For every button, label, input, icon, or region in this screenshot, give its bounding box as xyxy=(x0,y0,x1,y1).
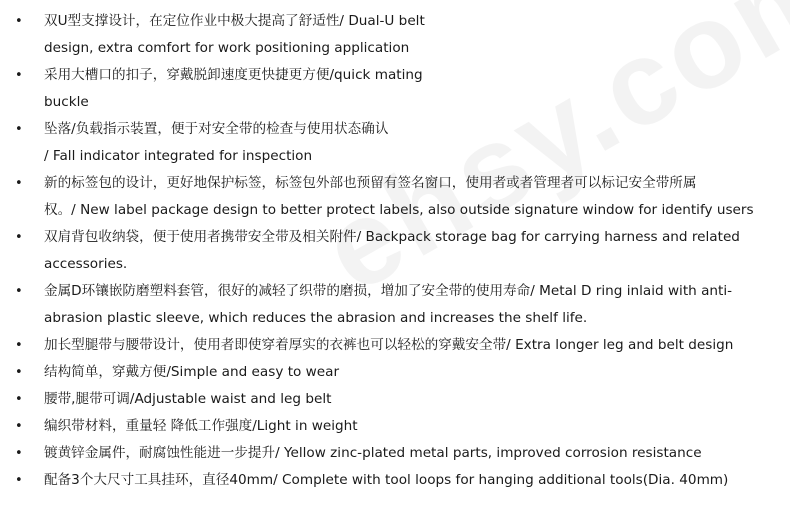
feature-text-line: / Fall indicator integrated for inspection xyxy=(44,148,313,164)
feature-text-line: 采用大槽口的扣子，穿戴脱卸速度更快捷更方便/quick mating xyxy=(44,67,423,83)
feature-text-line: 配备3个大尺寸工具挂环，直径40mm/ Complete with tool loops for hanging additional tools(Dia. 40mm) xyxy=(44,472,729,488)
feature-item xyxy=(0,413,790,440)
bullet-icon: • xyxy=(15,365,23,380)
feature-text-line: 腰带,腿带可调/Adjustable waist and leg belt xyxy=(44,391,332,407)
feature-text-line: accessories. xyxy=(44,256,128,272)
feature-text-line: 坠落/负载指示装置，便于对安全带的检查与使用状态确认 xyxy=(44,121,389,137)
feature-item xyxy=(0,116,790,170)
feature-item xyxy=(0,8,790,62)
bullet-icon: • xyxy=(15,122,23,137)
feature-item xyxy=(0,278,790,332)
feature-item xyxy=(0,224,790,278)
feature-text-line: 结构简单，穿戴方便/Simple and easy to wear xyxy=(44,364,340,380)
feature-text-line: 编织带材料，重量轻 降低工作强度/Light in weight xyxy=(44,418,358,434)
bullet-icon: • xyxy=(15,473,23,488)
feature-text-line: 新的标签包的设计，更好地保护标签，标签包外部也预留有签名窗口，使用者或者管理者可以标记安全带所属 xyxy=(44,175,697,191)
bullet-icon: • xyxy=(15,176,23,191)
bullet-icon: • xyxy=(15,338,23,353)
feature-text-line: 权。/ New label package design to better protect labels, also outside signature window for identify users xyxy=(44,202,754,218)
feature-item xyxy=(0,62,790,116)
bullet-icon: • xyxy=(15,68,23,83)
feature-item xyxy=(0,467,790,494)
feature-text-line: 金属D环镶嵌防磨塑料套管，很好的减轻了织带的磨损，增加了安全带的使用寿命/ Metal D ring inlaid with anti- xyxy=(44,283,733,299)
feature-text-line: 镀黄锌金属件，耐腐蚀性能进一步提升/ Yellow zinc-plated metal parts, improved corrosion resistance xyxy=(44,445,702,461)
feature-item xyxy=(0,359,790,386)
bullet-icon: • xyxy=(15,14,23,29)
bullet-icon: • xyxy=(15,230,23,245)
feature-text-line: 双肩背包收纳袋，便于使用者携带安全带及相关附件/ Backpack storage bag for carrying harness and related xyxy=(44,229,740,245)
bullet-icon: • xyxy=(15,284,23,299)
bullet-icon: • xyxy=(15,446,23,461)
feature-item xyxy=(0,440,790,467)
feature-text-line: abrasion plastic sleeve, which reduces the abrasion and increases the shelf life. xyxy=(44,310,588,326)
bullet-icon: • xyxy=(15,392,23,407)
feature-text-line: design, extra comfort for work positioning application xyxy=(44,40,410,56)
feature-item xyxy=(0,386,790,413)
feature-text-line: 加长型腿带与腰带设计，使用者即使穿着厚实的衣裤也可以轻松的穿戴安全带/ Extra longer leg and belt design xyxy=(44,337,734,353)
feature-item xyxy=(0,332,790,359)
bullet-icon: • xyxy=(15,419,23,434)
feature-text-line: buckle xyxy=(44,94,89,110)
feature-text-line: 双U型支撑设计，在定位作业中极大提高了舒适性/ Dual-U belt xyxy=(44,13,425,29)
feature-item xyxy=(0,170,790,224)
